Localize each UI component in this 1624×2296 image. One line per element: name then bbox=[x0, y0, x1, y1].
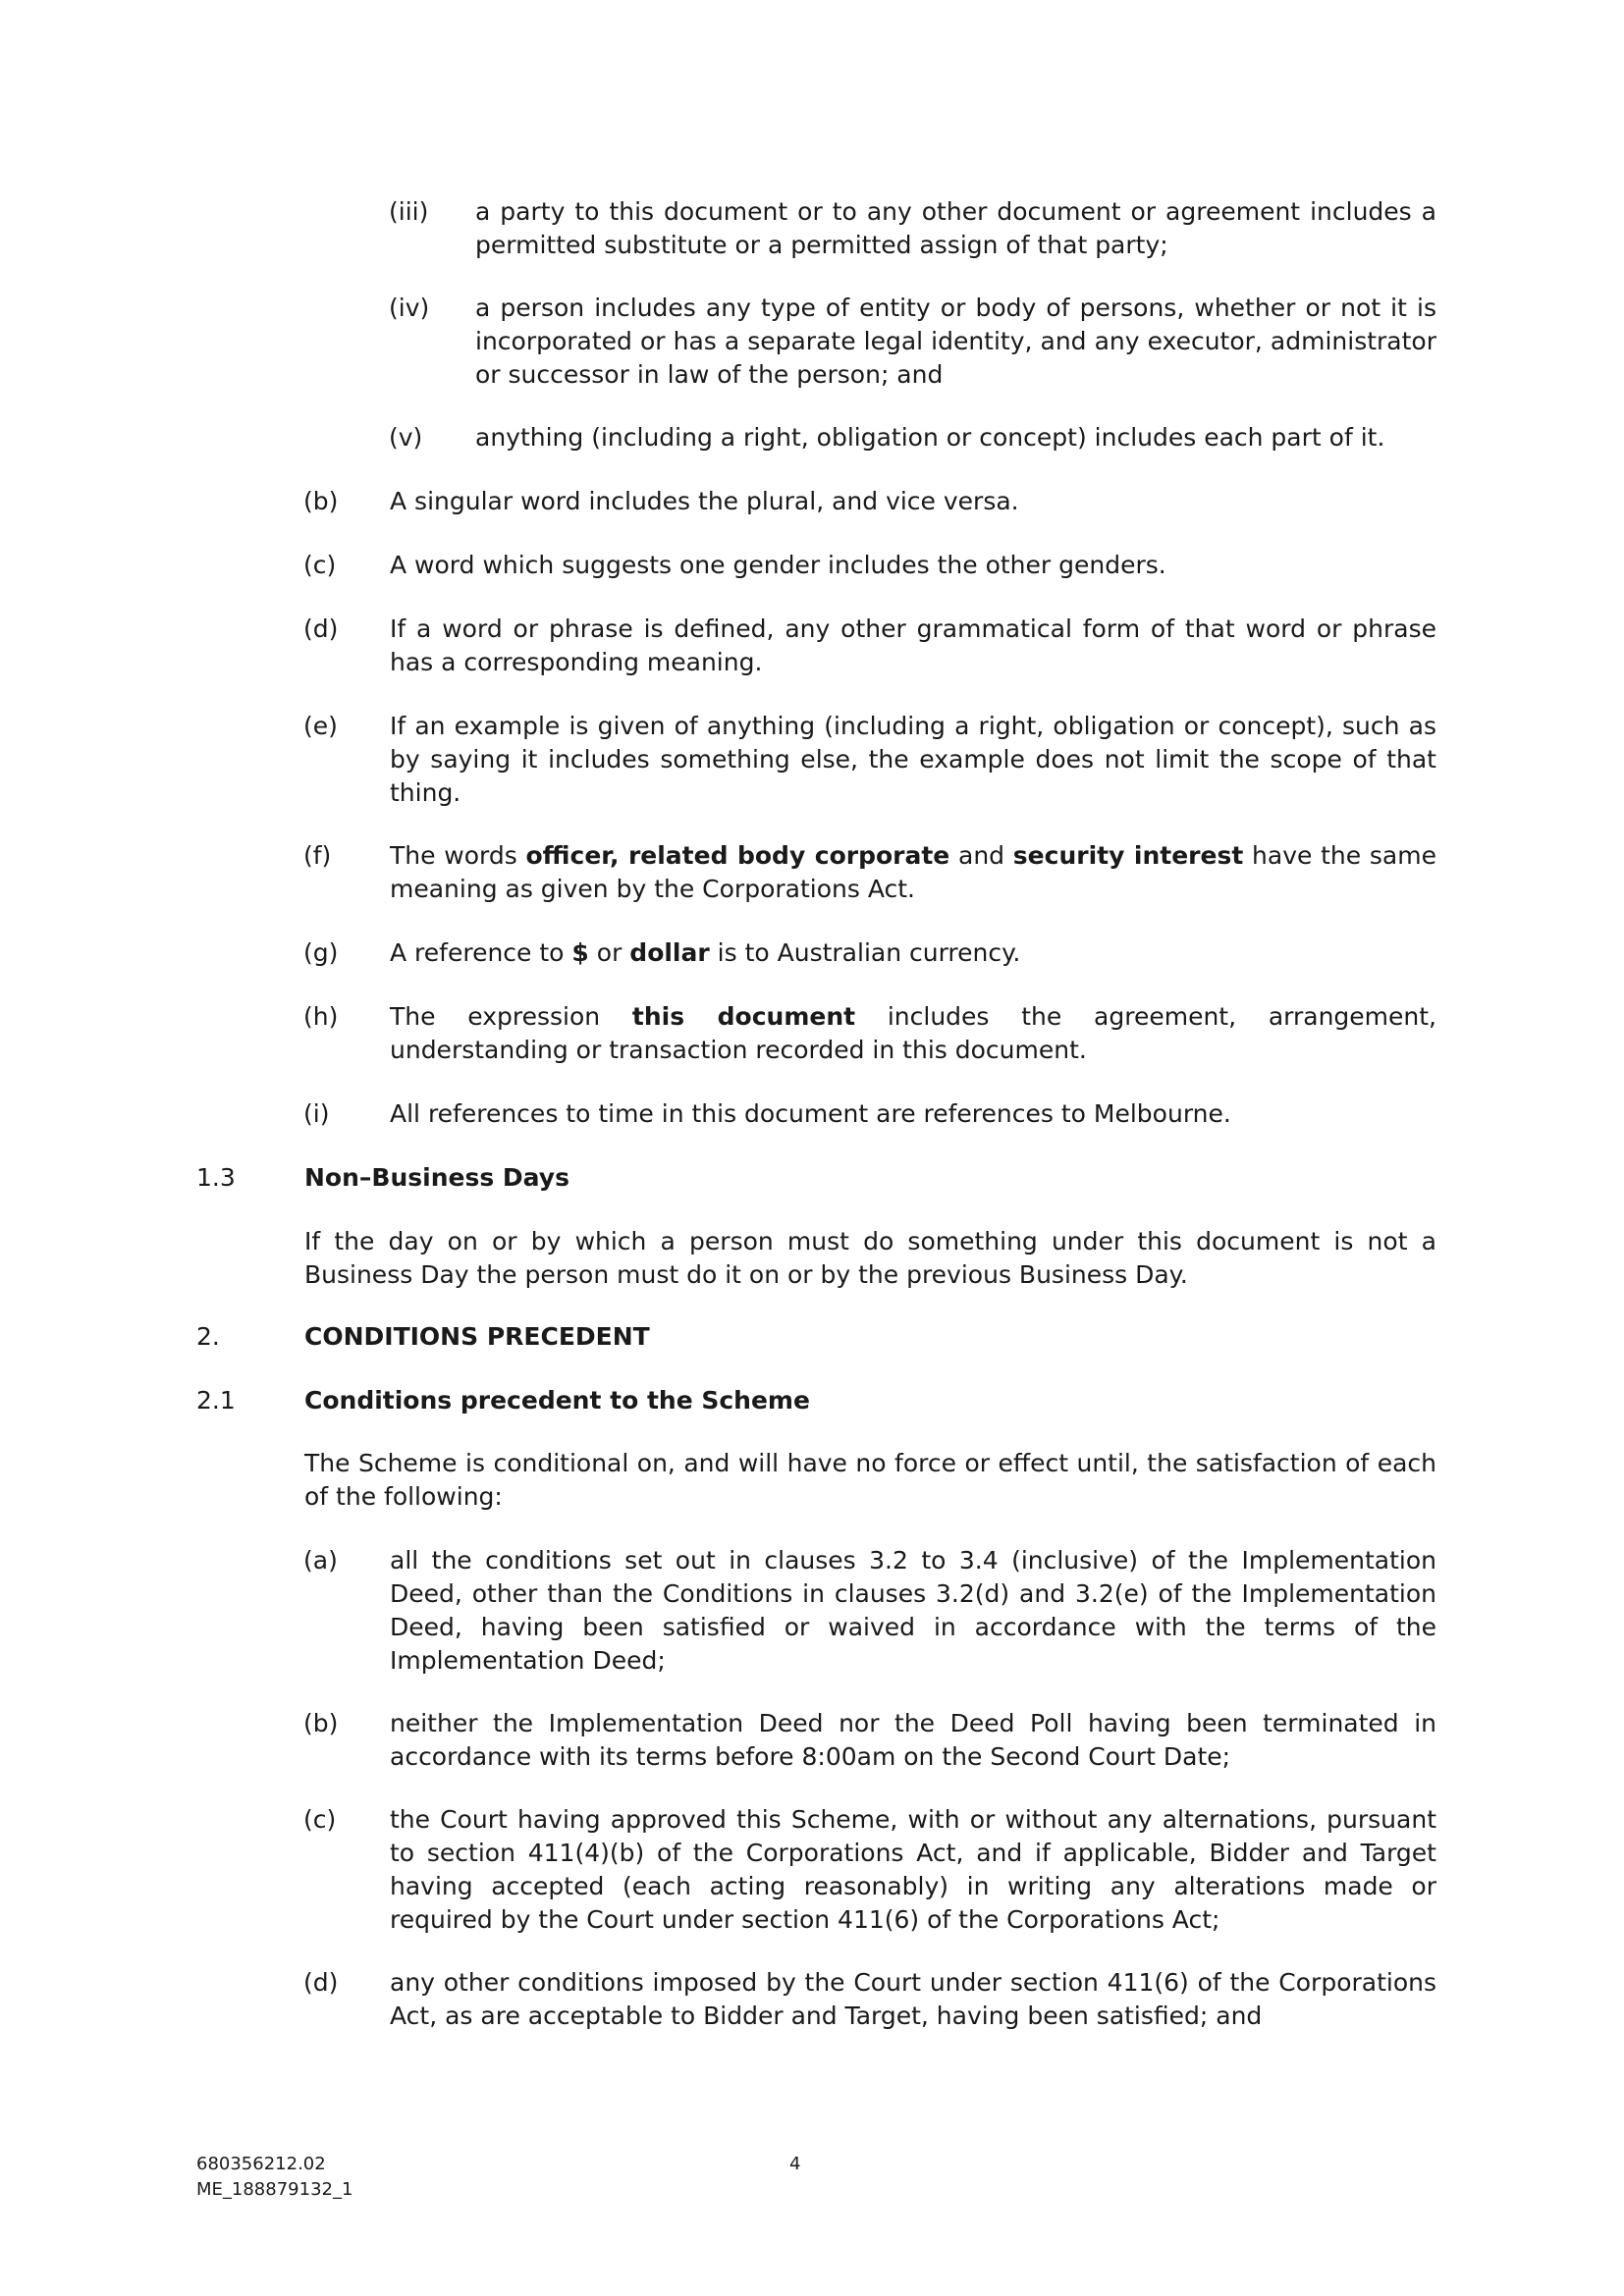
clause-number: (h) bbox=[303, 1002, 339, 1031]
footer-doc-id-1: 680356212.02 bbox=[196, 2154, 326, 2174]
clause-text: A singular word includes the plural, and vice versa. bbox=[390, 487, 1019, 515]
clause-number: (a) bbox=[303, 1546, 338, 1575]
defined-term: security interest bbox=[1012, 841, 1244, 870]
footer-doc-id-2: ME_188879132_1 bbox=[196, 2179, 353, 2200]
clause-number: (b) bbox=[303, 1709, 339, 1737]
paragraph-text: If the day on or by which a person must do something under this document is not a Business Day the person must do it on or by the previous Business Day. bbox=[304, 1227, 1436, 1289]
section-number: 2. bbox=[196, 1322, 220, 1351]
clause-text: a party to this document or to any other document or agreement includes a permitted substitute or a permitted assign of that party; bbox=[475, 197, 1436, 259]
clause-number: (g) bbox=[303, 938, 339, 967]
text-run: A reference to bbox=[390, 938, 572, 967]
clause-text bbox=[390, 839, 1436, 906]
clause-number: (i) bbox=[303, 1099, 330, 1128]
clause-number: (d) bbox=[303, 614, 339, 643]
clause-number: (iii) bbox=[389, 197, 429, 226]
clause-number: (v) bbox=[389, 423, 423, 452]
clause-text: all the conditions set out in clauses 3.2 to 3.4 (inclusive) of the Implementation Deed, other than the Conditions in clauses 3.2(d) and 3.2(e) of the Implementation Deed, having been satisfied or waived in accordance with the terms of the Implementation Deed; bbox=[390, 1546, 1436, 1675]
clause-number: (e) bbox=[303, 712, 338, 740]
defined-term: this document bbox=[631, 1002, 856, 1031]
clause-text: any other conditions imposed by the Court under section 411(6) of the Corporations Act, as are acceptable to Bidder and Target, having been satisfied; and bbox=[390, 1968, 1436, 2030]
text-run: The words bbox=[390, 841, 526, 870]
clause-text: anything (including a right, obligation or concept) includes each part of it. bbox=[475, 423, 1385, 452]
section-heading: Non–Business Days bbox=[304, 1163, 569, 1192]
text-run: is to Australian currency. bbox=[709, 938, 1021, 967]
clause-text bbox=[390, 1000, 1436, 1067]
defined-term: officer, related body corporate bbox=[525, 841, 950, 870]
clause-number: (iv) bbox=[389, 294, 430, 322]
section-number: 1.3 bbox=[196, 1163, 236, 1192]
text-run: The expression bbox=[390, 1002, 632, 1031]
clause-text: All references to time in this document are references to Melbourne. bbox=[390, 1099, 1231, 1128]
text-run: and bbox=[949, 841, 1013, 870]
text-run: have the same meaning as given by the Corporations Act. bbox=[390, 841, 1436, 903]
clause-number: (f) bbox=[303, 841, 332, 870]
defined-term: dollar bbox=[629, 938, 710, 967]
clause-number: (d) bbox=[303, 1968, 339, 1997]
clause-number: (c) bbox=[303, 1805, 337, 1834]
page-number: 4 bbox=[789, 2154, 801, 2174]
defined-term: $ bbox=[571, 938, 589, 967]
section-heading: Conditions precedent to the Scheme bbox=[304, 1386, 810, 1415]
text-run: or bbox=[588, 938, 630, 967]
clause-text: neither the Implementation Deed nor the Deed Poll having been terminated in accordance with its terms before 8:00am on the Second Court Date; bbox=[390, 1709, 1436, 1771]
clause-number: (b) bbox=[303, 487, 339, 515]
clause-text: If an example is given of anything (including a right, obligation or concept), such as by saying it includes something else, the example does not limit the scope of that thing. bbox=[390, 712, 1436, 807]
clause-text bbox=[390, 936, 1436, 970]
clause-text: A word which suggests one gender includes the other genders. bbox=[390, 551, 1166, 579]
section-number: 2.1 bbox=[196, 1386, 236, 1415]
section-heading: CONDITIONS PRECEDENT bbox=[304, 1322, 650, 1351]
clause-text: the Court having approved this Scheme, with or without any alternations, pursuant to section 411(4)(b) of the Corporations Act, and if applicable, Bidder and Target having accepted (each acting reasonably) in writing any alterations made or required by the Court under section 411(6) of the Corporations Act; bbox=[390, 1805, 1436, 1934]
text-run: includes the agreement, arrangement, understanding or transaction recorded in this document. bbox=[390, 1002, 1436, 1064]
paragraph-text: The Scheme is conditional on, and will have no force or effect until, the satisfaction of each of the following: bbox=[304, 1449, 1436, 1511]
clause-number: (c) bbox=[303, 551, 337, 579]
clause-text: a person includes any type of entity or body of persons, whether or not it is incorporated or has a separate legal identity, and any executor, administrator or successor in law of the person; and bbox=[475, 294, 1436, 389]
clause-text: If a word or phrase is defined, any other grammatical form of that word or phrase has a corresponding meaning. bbox=[390, 614, 1436, 676]
